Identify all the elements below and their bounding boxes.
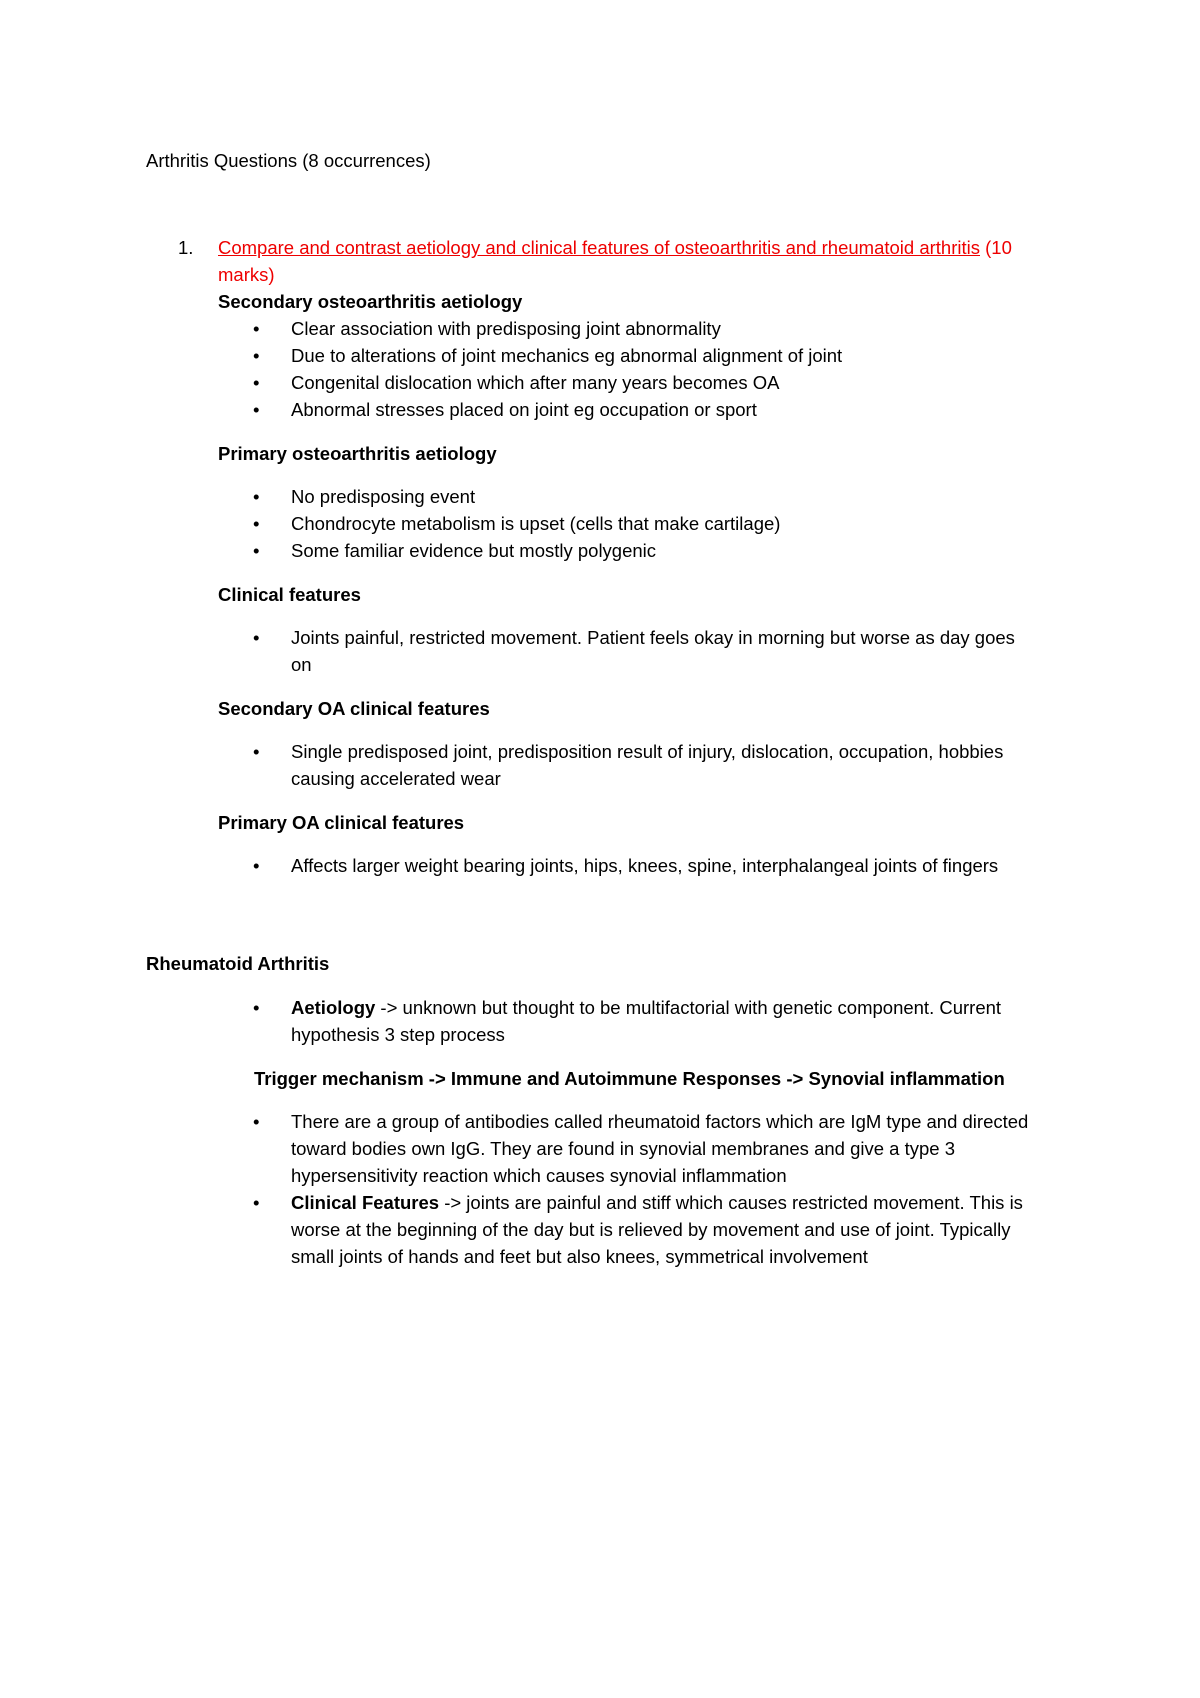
bullet-list-secondary-oa-clinical <box>218 738 1018 792</box>
list-item <box>218 994 1058 1048</box>
clinical-features-label: Clinical Features <box>291 1192 440 1213</box>
bullet-icon: • <box>253 513 260 534</box>
bullet-list-primary-oa-aetiology <box>218 483 1018 564</box>
bullet-icon: • <box>253 627 260 648</box>
list-item <box>218 624 1018 678</box>
question-block <box>218 234 1018 879</box>
bullet-icon: • <box>253 345 260 366</box>
section-heading-clinical-features: Clinical features <box>218 584 361 605</box>
bullet-list-ra-aetiology <box>218 994 1058 1048</box>
list-item-text: Joints painful, restricted movement. Patient feels okay in morning but worse as day goes on <box>291 627 1015 675</box>
rheumatoid-arthritis-block <box>218 994 1058 1270</box>
bullet-list-clinical-features <box>218 624 1018 678</box>
bullet-list-ra-details <box>218 1108 1058 1270</box>
list-item-text: Single predisposed joint, predisposition result of injury, dislocation, occupation, hobbies causing accelerated wear <box>291 741 1004 789</box>
aetiology-text: -> unknown but thought to be multifactorial with genetic component. Current hypothesis 3 step process <box>291 997 1002 1045</box>
question-number: 1. <box>178 237 194 258</box>
section-heading-primary-oa-aetiology: Primary osteoarthritis aetiology <box>218 443 497 464</box>
list-item <box>218 510 1018 537</box>
list-item <box>218 342 1018 369</box>
bullet-icon: • <box>253 997 260 1018</box>
section-heading-primary-oa-clinical: Primary OA clinical features <box>218 812 465 833</box>
list-item <box>218 738 1018 792</box>
bullet-icon: • <box>253 399 260 420</box>
bullet-list-primary-oa-clinical <box>218 852 1018 879</box>
document-title: Arthritis Questions (8 occurrences) <box>146 150 431 171</box>
list-item-text: Due to alterations of joint mechanics eg abnormal alignment of joint <box>291 345 843 366</box>
question-text <box>218 234 1018 288</box>
rheumatoid-factors-text: There are a group of antibodies called rheumatoid factors which are IgM type and directed toward bodies own IgG. They are found in synovial membranes and give a type 3 hypersensitivity reaction which causes synovial inflammation <box>291 1111 1029 1186</box>
bullet-icon: • <box>253 486 260 507</box>
list-item <box>218 1189 1058 1270</box>
section-heading-rheumatoid-arthritis: Rheumatoid Arthritis <box>146 953 330 974</box>
list-item <box>218 1108 1058 1189</box>
clinical-features-text: -> joints are painful and stiff which causes restricted movement. This is worse at the beginning of the day but is relieved by movement and use of joint. Typically small joints of hands and feet but also knees, symmetrical involvement <box>291 1192 1023 1267</box>
list-item <box>218 369 1018 396</box>
list-item-text: Clear association with predisposing joint abnormality <box>291 318 721 339</box>
bullet-icon: • <box>253 540 260 561</box>
trigger-mechanism-line: Trigger mechanism -> Immune and Autoimmune Responses -> Synovial inflammation <box>254 1068 1005 1089</box>
list-item-text: Abnormal stresses placed on joint eg occupation or sport <box>291 399 757 420</box>
list-item-text: Some familiar evidence but mostly polygenic <box>291 540 657 561</box>
question-marks: (10 marks) <box>218 237 1012 285</box>
bullet-icon: • <box>253 855 260 876</box>
section-heading-secondary-oa-aetiology: Secondary osteoarthritis aetiology <box>218 291 523 312</box>
bullet-icon: • <box>253 1192 260 1213</box>
list-item <box>218 315 1018 342</box>
bullet-icon: • <box>253 318 260 339</box>
list-item <box>218 537 1018 564</box>
question-text-underlined: Compare and contrast aetiology and clinical features of osteoarthritis and rheumatoid arthritis <box>218 237 980 258</box>
section-heading-secondary-oa-clinical: Secondary OA clinical features <box>218 698 490 719</box>
bullet-icon: • <box>253 372 260 393</box>
list-item <box>218 396 1018 423</box>
list-item-text: Affects larger weight bearing joints, hips, knees, spine, interphalangeal joints of fingers <box>291 855 999 876</box>
list-item-text: No predisposing event <box>291 486 476 507</box>
aetiology-label: Aetiology <box>291 997 376 1018</box>
bullet-icon: • <box>253 741 260 762</box>
list-item <box>218 483 1018 510</box>
bullet-icon: • <box>253 1111 260 1132</box>
list-item <box>218 852 1018 879</box>
list-item-text: Chondrocyte metabolism is upset (cells that make cartilage) <box>291 513 781 534</box>
list-item-text: Congenital dislocation which after many years becomes OA <box>291 372 780 393</box>
bullet-list-secondary-oa-aetiology <box>218 315 1018 423</box>
